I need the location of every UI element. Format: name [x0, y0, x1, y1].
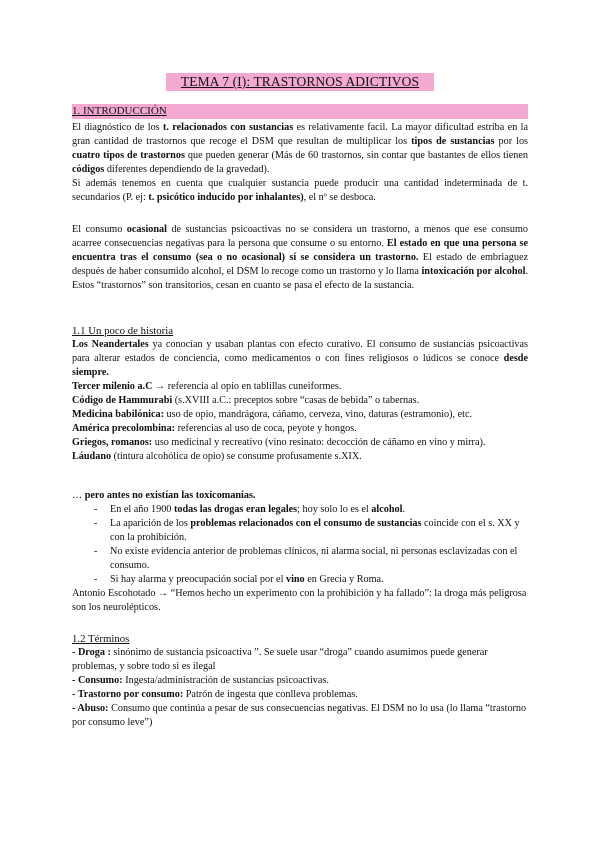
intro-paragraph-3: El consumo ocasional de sustancias psicoactivas no se considera un trastorno, a menos que ese consumo acarree consecuencias negativas para la persona que consume o su entorno. El estado en que una persona se encuentra tras el consumo (sea o no ocasional) sí se considera un trastorno. El estado de embriaguez después de haber consumido alcohol, el DSM lo recoge como un trastorno y lo llama intoxicación por alcohol. Estos “trastornos” son transitorios, cesan en cuanto se pasa el efecto de la sustancia.: [72, 224, 528, 291]
list-item: - En el año 1900 todas las drogas eran legales; hoy solo lo es el alcohol.: [72, 503, 528, 517]
term-item: - Abuso: Consumo que continúa a pesar de sus consecuencias negativas. El DSM no lo usa (lo llama “trastorno por consumo leve”): [72, 703, 527, 728]
terms-section: [72, 632, 528, 730]
history-item: Código de Hammurabi (s.XVIII a.C.: preceptos sobre “casas de bebida” o tabernas.: [72, 395, 420, 406]
intro-paragraph-1: El diagnóstico de los t. relacionados con sustancias es relativamente facil. La mayor dificultad estriba en la gran cantidad de trastornos que recoge el DSM que resultan de multiplicar los tipos de sustancias por los cuatro tipos de trastornos que pueden generar (Más de 60 trastornos, sin contar que bastantes de ellos tienen códigos diferentes dependiendo de la gravedad).: [72, 122, 529, 175]
history-item: Griegos, romanos: uso medicinal y recreativo (vino resinato: decocción de cáñamo en vino y mirra).: [72, 437, 486, 448]
list-item: - La aparición de los problemas relacionados con el consumo de sustancias coincide con el s. XX y con la prohibición.: [72, 517, 528, 545]
section-heading-introduccion: 1. INTRODUCCIÓN: [72, 104, 528, 119]
intro-section: [72, 121, 528, 205]
history-section: [72, 324, 528, 464]
list-item: - Si hay alarma y preocupación social por el vino en Grecia y Roma.: [72, 573, 528, 587]
history-paragraph: Los Neandertales ya conocían y usaban plantas con efecto curativo. El consumo de sustancias psicoactivas para alterar estados de conciencia, como medicamentos o con fines religiosos o lúdicos se conoce desde siempre.: [72, 339, 528, 378]
section-heading-terminos: 1.2 Términos: [72, 633, 130, 645]
document-title: TEMA 7 (I): TRASTORNOS ADICTIVOS: [166, 73, 434, 91]
history-item: Tercer milenio a.C → referencia al opio en tablillas cuneiformes.: [72, 381, 342, 392]
history-item: América precolombina: referencias al uso de coca, peyote y hongos.: [72, 423, 357, 434]
history-bullet-list: [72, 503, 528, 587]
list-item: - No existe evidencia anterior de problemas clínicos, ni alarma social, ni personas esclavizadas con el consumo.: [72, 545, 528, 573]
toxicomania-line: … pero antes no existían las toxicomanías.: [72, 490, 256, 501]
intro-paragraph-2: Si además tenemos en cuenta que cualquier sustancia puede producir una cantidad indeterminada de t. secundarios (P. ej: t. psicótico inducido por inhalantes), el nº se desboca.: [72, 178, 528, 203]
history-continuation: [72, 489, 528, 615]
term-item: - Trastorno por consumo: Patrón de ingesta que conlleva problemas.: [72, 689, 358, 700]
term-item: - Droga : sinónimo de sustancia psicoactiva ”. Se suele usar “droga” cuando asumimos puede generar problemas, y sobre todo si es ilegal: [72, 647, 488, 672]
history-item: Medicina babilónica: uso de opio, mandrágora, cáñamo, cerveza, vino, daturas (estramonio), etc.: [72, 409, 473, 420]
section-heading-historia: 1.1 Un poco de historia: [72, 325, 174, 337]
escohotado-quote: Antonio Escohotado → “Hemos hecho un experimento con la prohibición y ha fallado”: la droga más peligrosa son los neurolépticos.: [72, 588, 527, 613]
history-item: Láudano (tintura alcohólica de opio) se consume profusamente s.XIX.: [72, 451, 362, 462]
term-item: - Consumo: Ingesta/administración de sustancias psicoactivas.: [72, 675, 329, 686]
